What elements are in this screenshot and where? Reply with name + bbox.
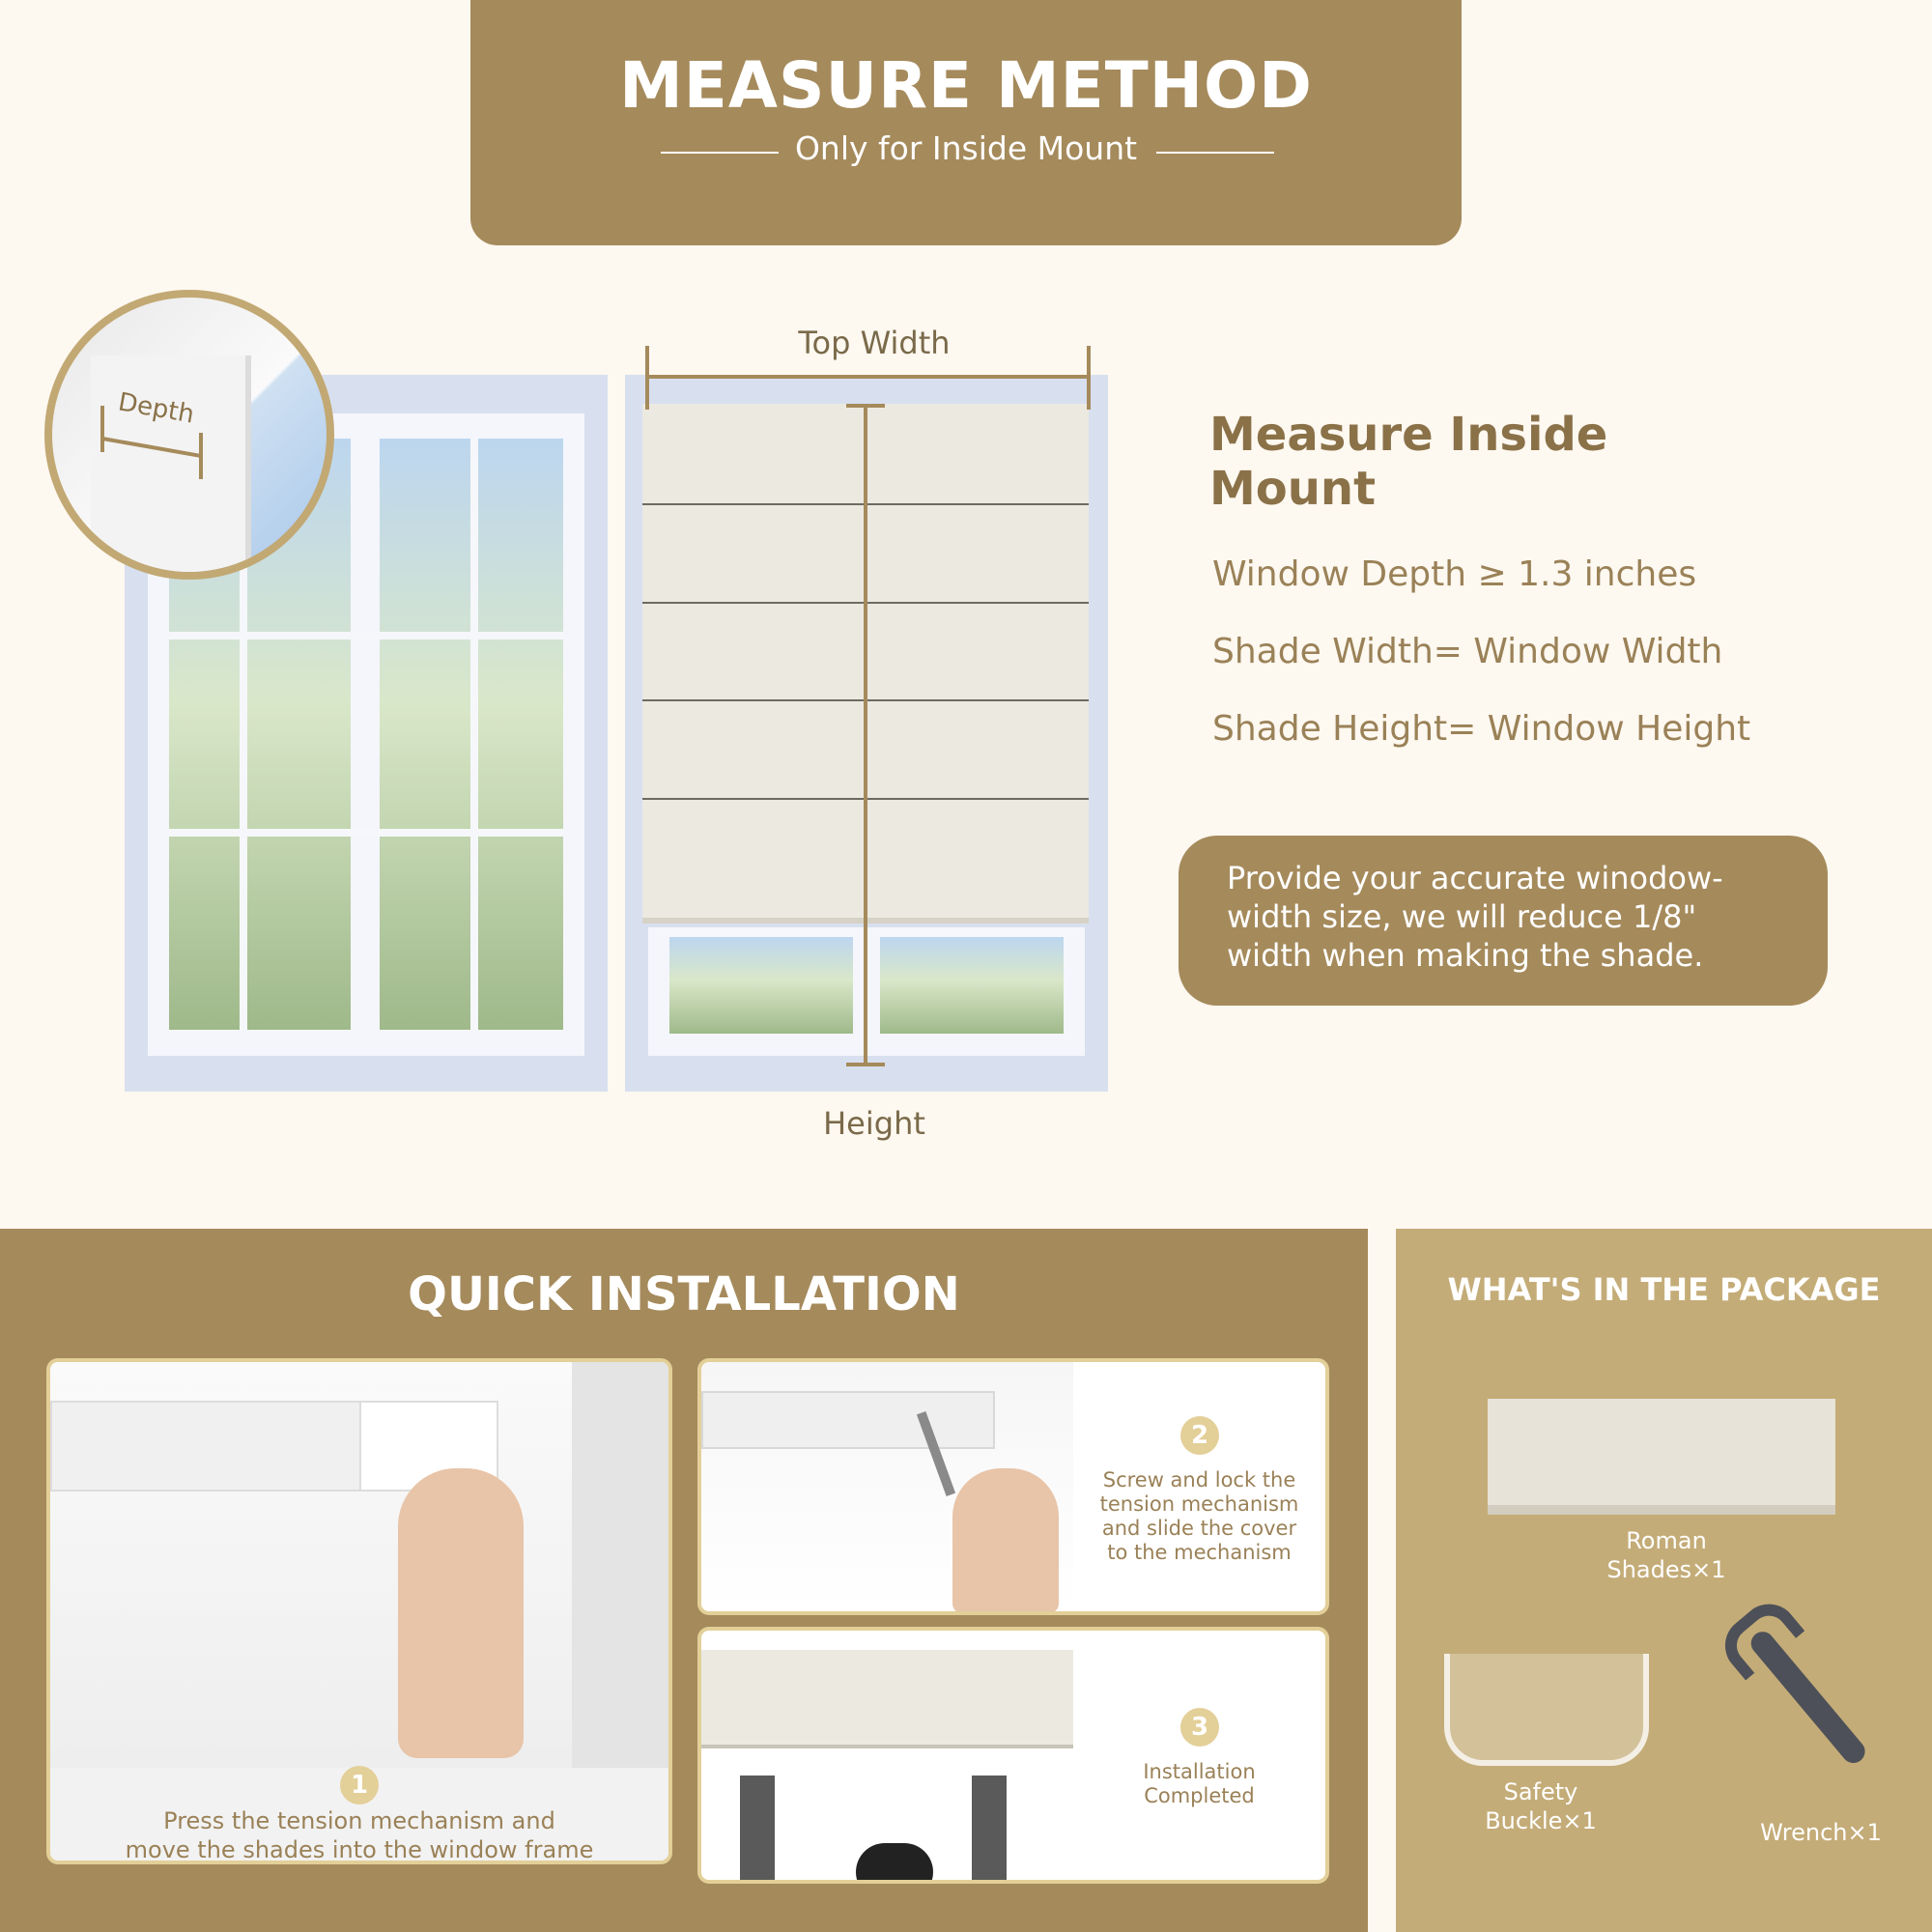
arm-left <box>740 1776 775 1880</box>
step-1-badge: 1 <box>340 1766 379 1804</box>
page-title: MEASURE METHOD <box>619 48 1313 123</box>
package-item-safety-buckle <box>1435 1777 1647 1835</box>
width-note-text <box>1227 859 1806 975</box>
height-tick-top <box>846 404 885 408</box>
measure-title-line: Measure Inside <box>1209 408 1608 462</box>
step-2-photo <box>701 1362 1073 1611</box>
installed-shade <box>701 1650 1073 1747</box>
measure-title-line: Mount <box>1209 462 1377 516</box>
step-2-text <box>1073 1468 1325 1565</box>
step-1-card <box>46 1358 672 1864</box>
step-text-line: Press the tension mechanism and <box>163 1807 555 1834</box>
package-label-line: Roman <box>1626 1527 1707 1554</box>
note-line: width size, we will reduce 1/8" <box>1227 898 1697 935</box>
package-item-wrench <box>1724 1818 1918 1847</box>
step-1-photo <box>50 1362 668 1768</box>
person-head <box>856 1843 933 1884</box>
top-width-line <box>645 375 1090 379</box>
step-3-badge: 3 <box>1180 1708 1219 1747</box>
step-text-line: Screw and lock the <box>1102 1468 1296 1492</box>
divider-right <box>1156 152 1274 154</box>
width-note-box <box>1179 836 1828 1006</box>
top-width-tick-left <box>645 346 649 410</box>
window-glass <box>880 937 1064 1034</box>
hand <box>952 1468 1059 1613</box>
package-label-line: Shades×1 <box>1606 1556 1726 1583</box>
mullion <box>470 439 478 1030</box>
hand <box>398 1468 524 1758</box>
step-text-line: tension mechanism <box>1099 1492 1299 1516</box>
measure-width-rule: Shade Width= Window Width <box>1212 632 1723 671</box>
header-banner <box>470 0 1462 245</box>
step-2-card <box>697 1358 1329 1615</box>
roman-shade-image <box>1488 1399 1835 1515</box>
step-text-line: and slide the cover <box>1101 1517 1297 1540</box>
step-1-caption-area <box>50 1768 668 1861</box>
package-label-line: Safety <box>1503 1778 1578 1805</box>
package-title: WHAT'S IN THE PACKAGE <box>1447 1271 1881 1308</box>
step-3-card <box>697 1627 1329 1884</box>
step-2-badge: 2 <box>1180 1416 1219 1455</box>
package-item-roman-shades <box>1521 1526 1811 1584</box>
step-text-line: Completed <box>1144 1784 1255 1807</box>
frame-corner <box>91 355 251 580</box>
step-1-text <box>50 1806 668 1864</box>
step-text-line: to the mechanism <box>1107 1541 1292 1564</box>
top-width-label: Top Width <box>798 325 951 361</box>
height-tick-bottom <box>846 1063 885 1066</box>
depth-magnifier <box>44 290 334 580</box>
measure-title <box>1209 408 1607 516</box>
headrail <box>50 1401 363 1492</box>
step-3-text <box>1073 1760 1325 1808</box>
height-line <box>864 406 867 1065</box>
top-width-tick-right <box>1087 346 1091 410</box>
arm-right <box>972 1776 1007 1880</box>
step-text-line: move the shades into the window frame <box>125 1836 594 1863</box>
install-title: QUICK INSTALLATION <box>408 1267 960 1321</box>
step-3-photo <box>701 1631 1073 1880</box>
measure-depth-rule: Window Depth ≥ 1.3 inches <box>1212 554 1697 594</box>
window-frame-edge <box>572 1362 668 1768</box>
measure-height-rule: Shade Height= Window Height <box>1212 709 1751 749</box>
install-panel <box>0 1229 1368 1932</box>
depth-label: Depth <box>115 387 197 430</box>
height-label: Height <box>823 1105 925 1142</box>
window-glass <box>669 937 853 1034</box>
step-text-line: Installation <box>1143 1760 1256 1783</box>
depth-tick-left <box>100 406 104 452</box>
headrail <box>701 1391 995 1449</box>
mullion <box>169 632 563 639</box>
note-line: width when making the shade. <box>1227 937 1704 974</box>
mullion <box>169 829 563 837</box>
note-line: Provide your accurate winodow- <box>1227 860 1723 896</box>
package-label-line: Wrench×1 <box>1760 1819 1882 1846</box>
safety-buckle-image <box>1444 1654 1649 1766</box>
package-panel <box>1396 1229 1932 1932</box>
page-subtitle: Only for Inside Mount <box>794 129 1138 167</box>
shade-bottom-bar <box>701 1745 1073 1748</box>
package-label-line: Buckle×1 <box>1485 1807 1597 1834</box>
